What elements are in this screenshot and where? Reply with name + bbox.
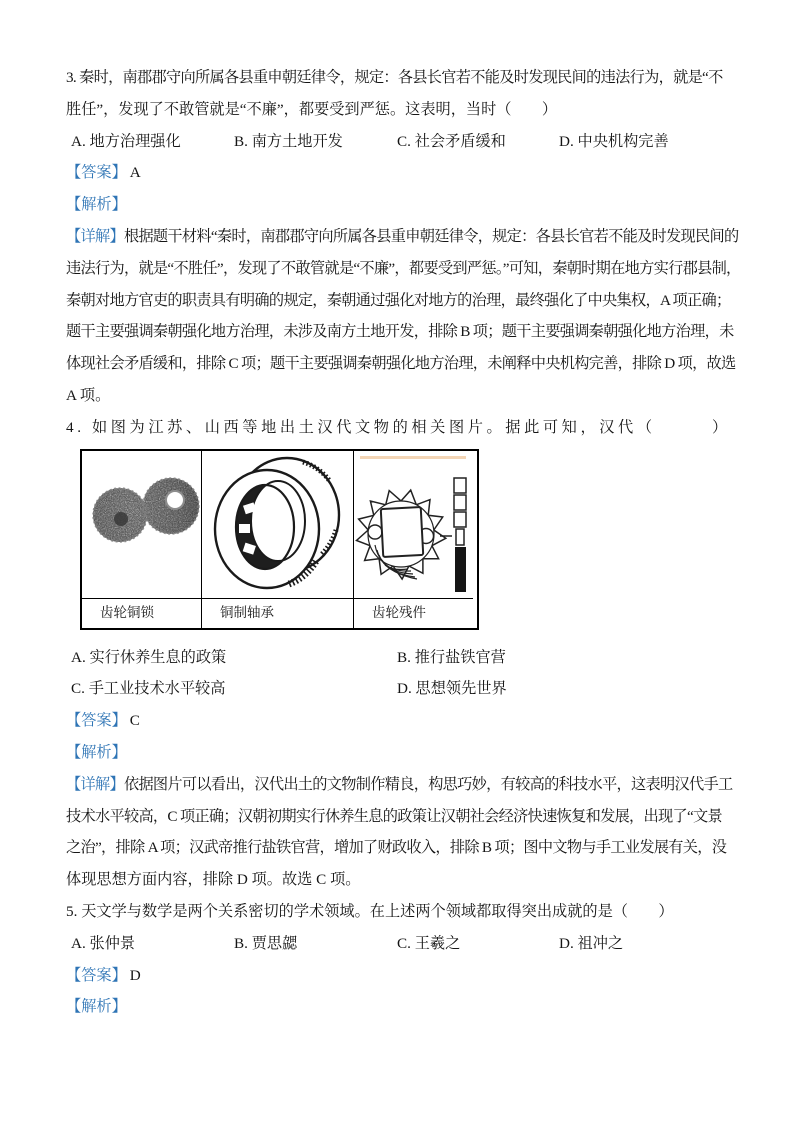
q5-options-row [66, 928, 730, 960]
answer-label: 【答案】 [66, 966, 127, 984]
document-content [66, 62, 741, 1023]
q4-options-row-2 [66, 673, 730, 705]
answer-label: 【答案】 [66, 164, 127, 182]
bronze-bearing-drawing [203, 452, 353, 597]
q5-option-a: A. 张仲景 [71, 934, 136, 952]
q4-option-a: A. 实行休养生息的政策 [71, 648, 227, 666]
analysis-label: 【解析】 [66, 196, 127, 214]
bronze-bearing-image [201, 451, 353, 598]
detail-label: 【详解】 [66, 775, 124, 793]
q4-option-b: B. 推行盐铁官营 [397, 648, 506, 666]
q5-stem-line: 5. 天文学与数学是两个关系密切的学术领域。在上述两个领域都取得突出成就的是（ ） [66, 902, 674, 920]
analysis-label: 【解析】 [66, 998, 127, 1016]
q3-detail-line-2: 违法行为，就是“不胜任”，发现了不敢管就是“不廉”，都要受到严惩。”可知，秦朝时期在地方实行郡县制， [66, 259, 741, 277]
q3-option-a: A. 地方治理强化 [71, 132, 181, 150]
q3-detail-text-1: 根据题干材料“秦时，南郡郡守向所属各县重申朝廷律令，规定：各县长官若不能及时发现民间的 [123, 227, 739, 245]
q4-stem-line: 4. 如图为江苏、山西等地出土汉代文物的相关图片。据此可知，汉代（ ） [66, 418, 731, 436]
q4-options-row-1 [66, 642, 730, 674]
q5-answer-value: D [129, 966, 141, 984]
q3-answer-row [66, 157, 730, 189]
q5-option-c: C. 王羲之 [397, 934, 461, 952]
q4-option-c: C. 手工业技术水平较高 [71, 680, 226, 698]
gear-fragment-image [353, 451, 473, 598]
answer-label: 【答案】 [66, 712, 127, 730]
q4-detail-text-1: 依据图片可以看出，汉代出土的文物制作精良，构思巧妙，有较高的科技水平，这表明汉代手工 [123, 775, 733, 793]
q4-option-d: D. 思想领先世界 [397, 680, 507, 698]
q3-detail-line-5: 体现社会矛盾缓和，排除 C 项；题干主要强调秦朝强化地方治理，未阐释中央机构完善，排除 D 项，故选 [66, 355, 736, 373]
q5-option-d: D. 祖冲之 [559, 934, 624, 952]
q3-analysis-row [66, 189, 730, 221]
artifact-caption-3: 齿轮残件 [353, 598, 473, 628]
artifact-figure-table [80, 449, 479, 630]
q5-option-b: B. 贾思勰 [234, 934, 298, 952]
q3-detail-line-3: 秦朝对地方官吏的职责具有明确的规定，秦朝通过强化对地方的治理，最终强化了中央集权，A 项正确； [66, 291, 731, 309]
q3-detail-line-6: A 项。 [66, 386, 111, 404]
artifact-caption-2: 铜制轴承 [201, 598, 353, 628]
analysis-label: 【解析】 [66, 743, 127, 761]
q3-option-c: C. 社会矛盾缓和 [397, 132, 506, 150]
q3-stem-line-2: 胜任”，发现了不敢管就是“不廉”，都要受到严惩。这表明，当时（ ） [66, 100, 558, 118]
q4-detail-line-4: 体现思想方面内容，排除 D 项。故选 C 项。 [66, 871, 361, 889]
q4-detail-line-1 [66, 769, 733, 801]
gear-bronze-lock-drawing [83, 452, 200, 597]
q4-answer-row [66, 705, 730, 737]
q3-answer-value: A [129, 164, 141, 182]
q4-answer-value: C [129, 712, 140, 730]
q3-option-b: B. 南方土地开发 [234, 132, 343, 150]
detail-label: 【详解】 [66, 227, 124, 245]
gear-bronze-lock-image [82, 451, 201, 598]
q4-detail-line-2: 技术水平较高，C 项正确；汉朝初期实行休养生息的政策让汉朝社会经济快速恢复和发展，出现了“文景 [66, 807, 723, 825]
q3-detail-line-4: 题干主要强调秦朝强化地方治理，未涉及南方土地开发，排除 B 项；题干主要强调秦朝强化地方治理，未 [66, 323, 734, 341]
q3-options-row [66, 126, 730, 158]
figure-top-line [360, 456, 466, 459]
q3-stem-line-1: 3. 秦时，南郡郡守向所属各县重申朝廷律令，规定：各县长官若不能及时发现民间的违法行为，就是“不 [66, 69, 723, 86]
q5-analysis-row [66, 991, 730, 1023]
q4-analysis-row [66, 737, 730, 769]
q4-detail-line-3: 之治”，排除 A 项；汉武帝推行盐铁官营，增加了财政收入，排除 B 项；图中文物与手工业发展有关，没 [66, 839, 727, 857]
artifact-caption-1: 齿轮铜锁 [82, 598, 201, 628]
q3-detail-line-1 [66, 221, 739, 253]
q3-option-d: D. 中央机构完善 [559, 132, 669, 150]
q5-answer-row [66, 960, 730, 992]
gear-fragment-drawing [355, 452, 473, 597]
